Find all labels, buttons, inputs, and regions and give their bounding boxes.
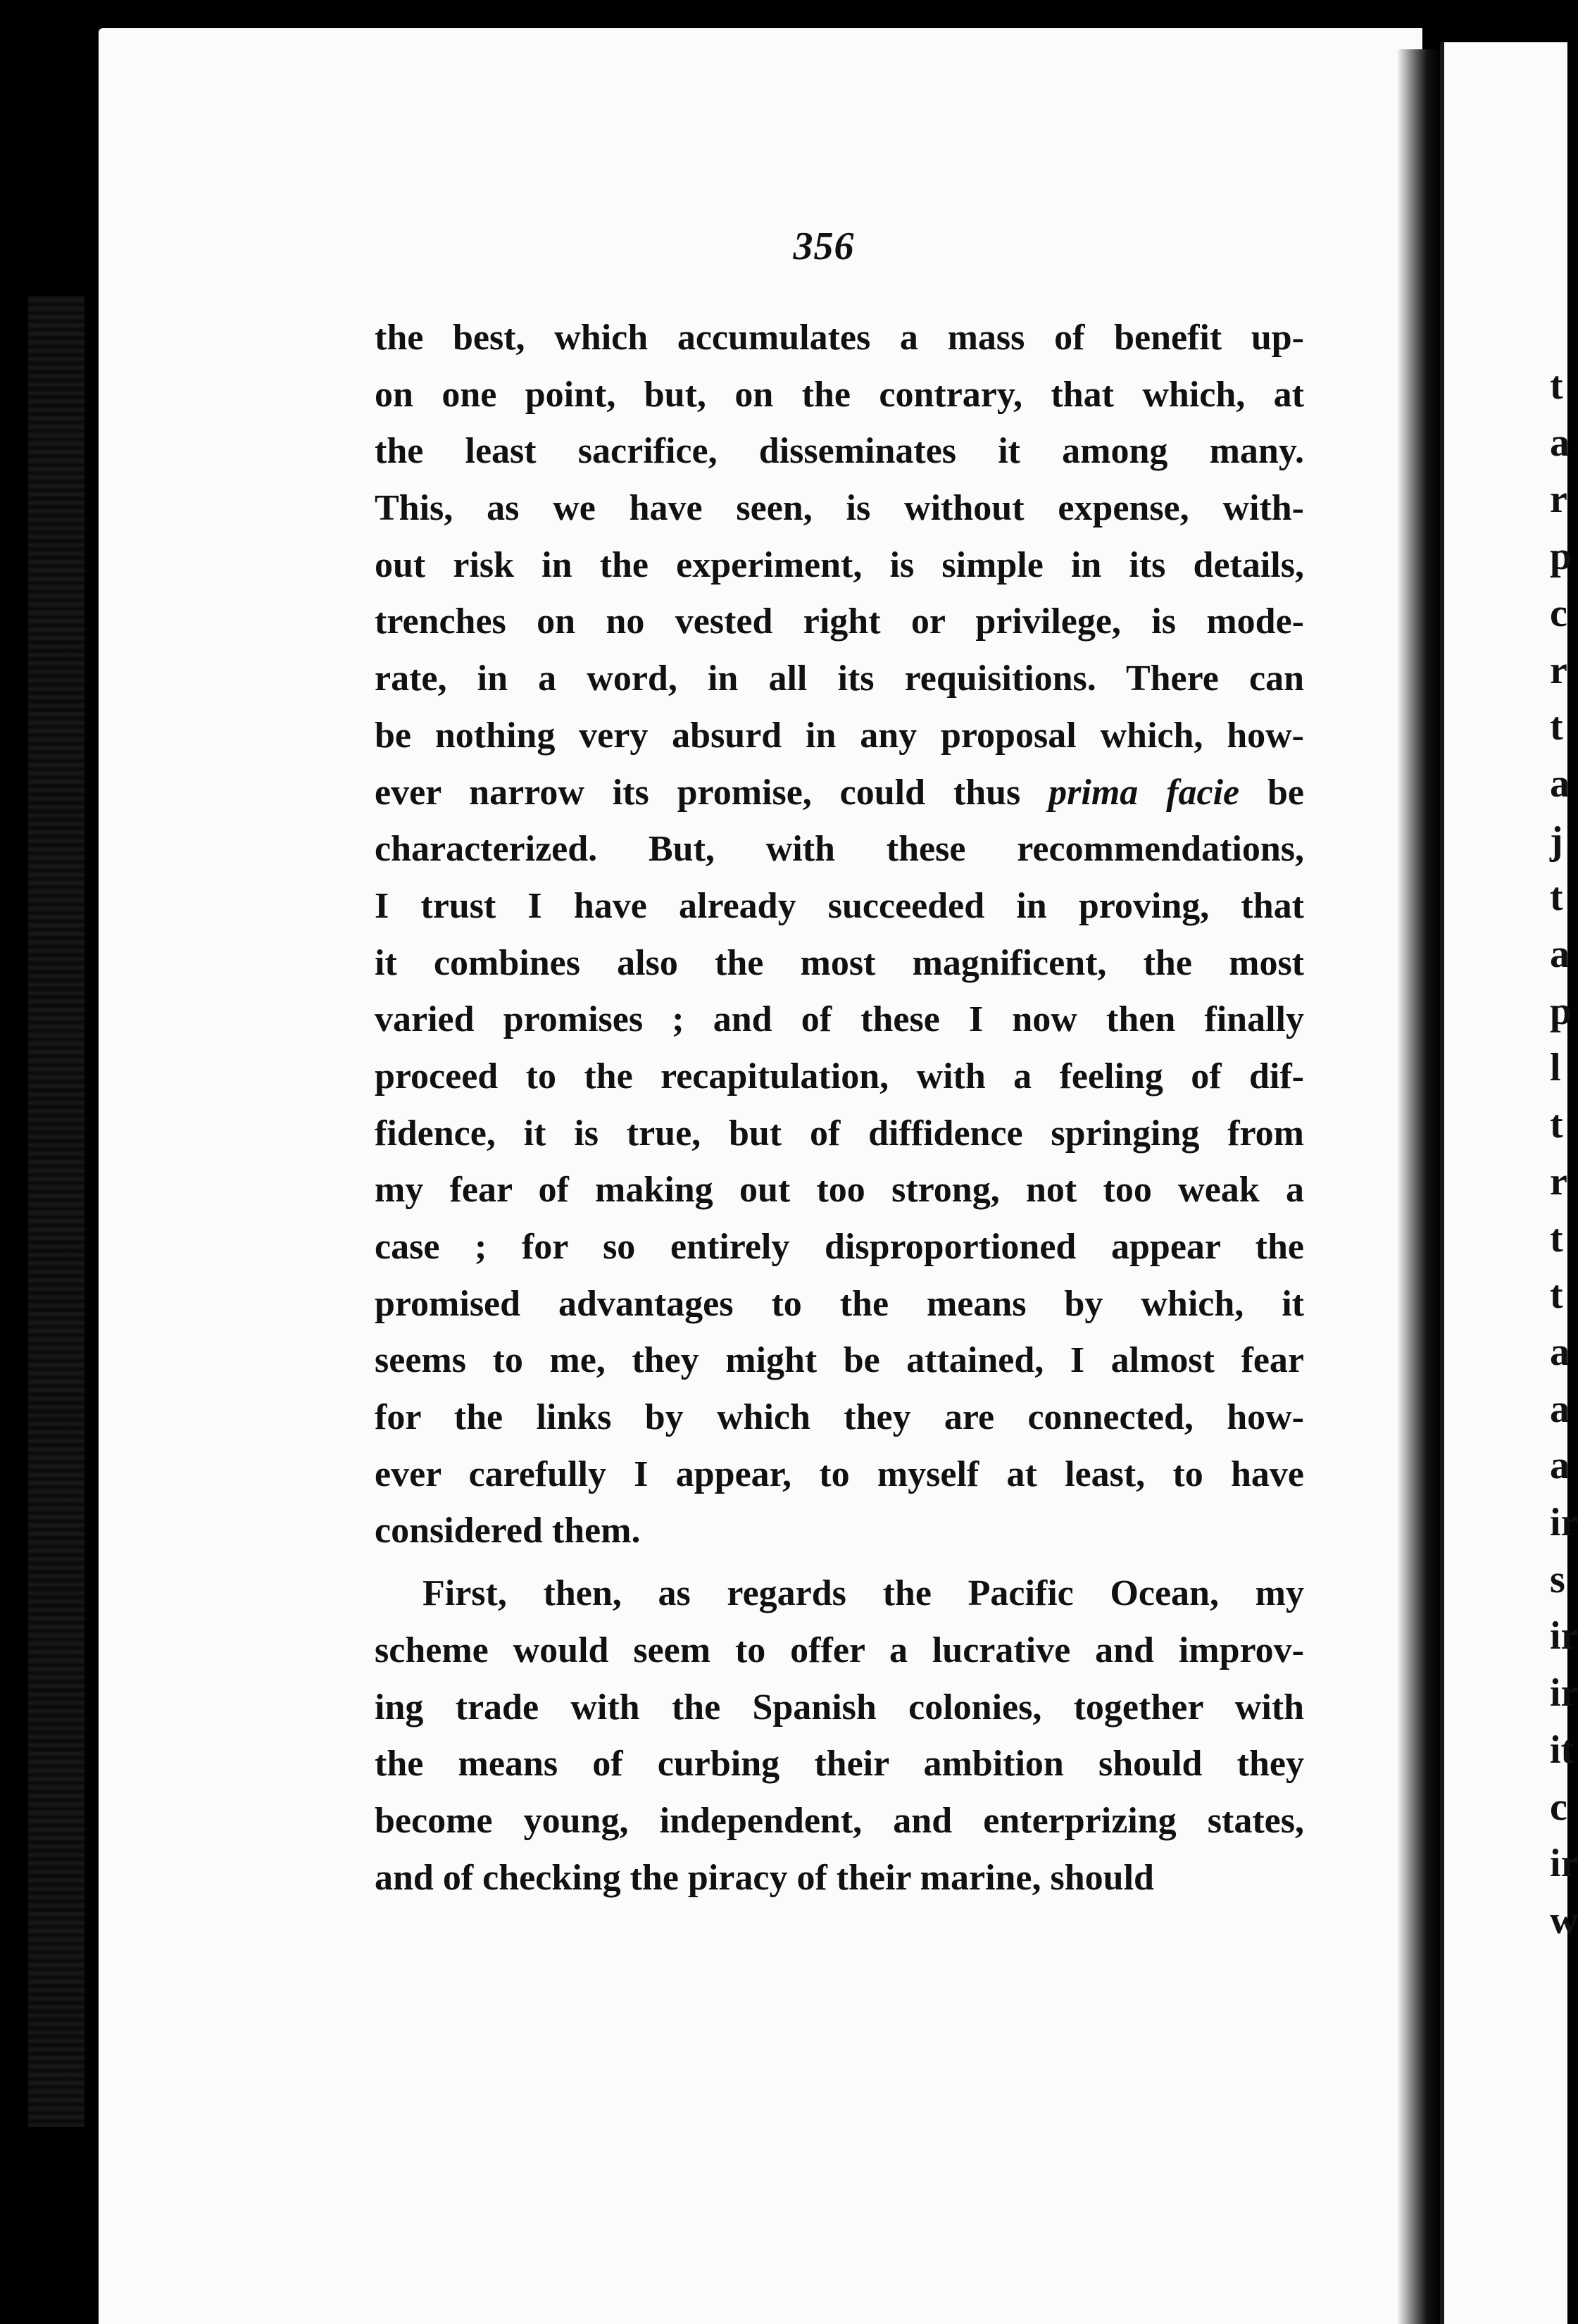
text-line: First, then, as regards the Pacific Ocean, my xyxy=(422,1573,1304,1614)
paragraph-1 xyxy=(375,310,1304,1560)
next-page-letter: ir xyxy=(1550,1842,1578,1886)
next-page-letter: c xyxy=(1550,1785,1567,1829)
next-page-letter: a xyxy=(1550,420,1570,465)
text-line: fidence, it is true, but of diffidence springing from xyxy=(375,1113,1304,1154)
text-line: case ; for so entirely disproportioned appear the xyxy=(375,1227,1304,1267)
text-line: the best, which accumulates a mass of benefit up- xyxy=(375,318,1304,358)
text-line: I trust I have already succeeded in proving, that xyxy=(375,885,1304,926)
body-text xyxy=(375,310,1304,1906)
next-page-letter: j xyxy=(1550,818,1563,863)
text-line: and of checking the piracy of their marine, should xyxy=(375,1857,1154,1898)
next-page-letter: l xyxy=(1550,1046,1561,1090)
text-line: my fear of making out too strong, not too weak a xyxy=(375,1170,1304,1211)
page-right-fragment xyxy=(1440,42,1578,2324)
next-page-letter: a xyxy=(1550,1387,1570,1431)
book-edge xyxy=(28,296,84,2127)
book-gutter xyxy=(1398,49,1440,2324)
italic-phrase: prima facie xyxy=(1048,772,1240,813)
next-page-letter: t xyxy=(1550,705,1563,749)
next-page-letter: a xyxy=(1550,1444,1570,1488)
page-number: 356 xyxy=(793,225,855,268)
next-page-letter: a xyxy=(1550,761,1570,806)
text-line: ever narrow its promise, could thus prima facie be xyxy=(375,772,1304,813)
text-line: for the links by which they are connected, how- xyxy=(375,1397,1304,1438)
next-page-letter: r xyxy=(1550,477,1567,522)
next-page-letter: p xyxy=(1550,989,1572,1033)
next-page-letter: w xyxy=(1550,1898,1578,1942)
next-page-letter: t xyxy=(1550,1216,1563,1261)
next-page-letter: r xyxy=(1550,648,1567,692)
text-line: This, as we have seen, is without expense, with- xyxy=(375,488,1304,529)
text-line: trenches on no vested right or privilege, is mode- xyxy=(375,601,1304,642)
next-page-letter: t xyxy=(1550,1273,1563,1318)
next-page-letter: t xyxy=(1550,1103,1563,1147)
next-page-letter: s xyxy=(1550,1557,1565,1601)
text-line: the least sacrifice, disseminates it among many. xyxy=(375,431,1304,472)
text-line: ever carefully I appear, to myself at least, to have xyxy=(375,1454,1304,1494)
text-line: rate, in a word, in all its requisitions. There can xyxy=(375,658,1304,699)
text-line: become young, independent, and enterprizing states, xyxy=(375,1800,1304,1841)
paragraph-2 xyxy=(375,1566,1304,1906)
text-line: promised advantages to the means by which, it xyxy=(375,1283,1304,1324)
text-line: considered them. xyxy=(375,1511,641,1551)
text-line: seems to me, they might be attained, I almost fear xyxy=(375,1340,1304,1381)
text-line: out risk in the experiment, is simple in its details, xyxy=(375,544,1304,585)
text-line: it combines also the most magnificent, the most xyxy=(375,942,1304,983)
next-page-letter: t xyxy=(1550,875,1563,920)
next-page-letter: a xyxy=(1550,932,1570,976)
next-page-letter: c xyxy=(1550,591,1567,635)
text-line: proceed to the recapitulation, with a feeling of dif- xyxy=(375,1056,1304,1097)
next-page-letter: ir xyxy=(1550,1501,1578,1544)
text-line: characterized. But, with these recommendations, xyxy=(375,829,1304,870)
next-page-letter: p xyxy=(1550,535,1572,579)
next-page-letter: a xyxy=(1550,1330,1570,1374)
text-line: be nothing very absurd in any proposal which, how- xyxy=(375,715,1304,756)
text-line: the means of curbing their ambition should they xyxy=(375,1744,1304,1785)
next-page-letter: t xyxy=(1550,364,1563,408)
text-line: scheme would seem to offer a lucrative and improv- xyxy=(375,1630,1304,1670)
next-page-letter: r xyxy=(1550,1159,1567,1204)
next-page-letter: it xyxy=(1550,1728,1574,1772)
text-line: on one point, but, on the contrary, that which, at xyxy=(375,374,1304,415)
next-page-letter: ir xyxy=(1550,1671,1578,1716)
text-line: ing trade with the Spanish colonies, together with xyxy=(375,1687,1304,1728)
next-page-letter: ir xyxy=(1550,1614,1578,1658)
text-line: varied promises ; and of these I now then finally xyxy=(375,999,1304,1040)
